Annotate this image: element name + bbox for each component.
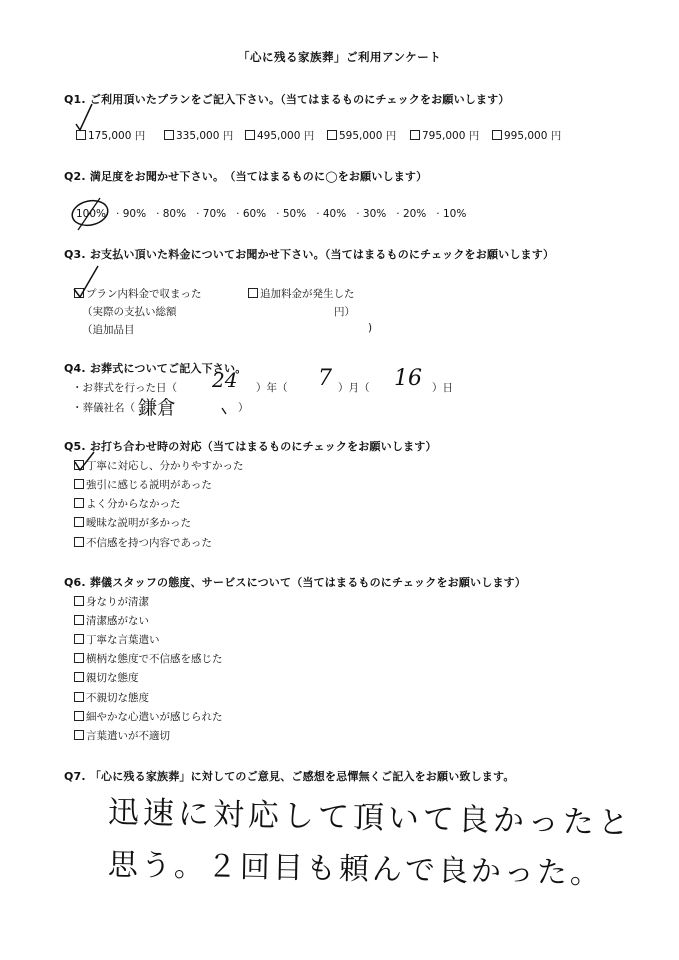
q1-plan-175000[interactable]: 175,000 円 — [76, 128, 145, 143]
q6-question: Q6. 葬儀スタッフの態度、サービスについて（当てはまるものにチェックをお願いします） — [64, 576, 527, 589]
q4-day-value[interactable]: 16 — [394, 366, 422, 391]
q1-plan-335000[interactable]: 335,000 円 — [164, 128, 233, 143]
q6-option-2[interactable]: 清潔感がない — [74, 613, 149, 628]
q5-option-5[interactable]: 不信感を持つ内容であった — [74, 535, 212, 550]
scale-90: 90% — [122, 208, 147, 220]
q5-option-2[interactable]: 強引に感じる説明があった — [74, 477, 212, 492]
q3-question: Q3. お支払い頂いた料金についてお聞かせ下さい。（当てはまるものにチェックをお願いします） — [64, 248, 555, 261]
scale-10: 10% — [442, 208, 467, 220]
q3-total-label: （実際の支払い総額 — [82, 306, 177, 318]
q4-question: Q4. お葬式についてご記入下さい。 — [64, 362, 247, 375]
q4-year-unit: ）年（ — [256, 382, 288, 394]
q1-question: Q1. ご利用頂いたプランをご記入下さい。（当てはまるものにチェックをお願いします） — [64, 93, 510, 106]
q4-year-value[interactable]: 24 — [212, 368, 238, 392]
q4-company-close: ） — [238, 402, 249, 414]
q5-option-4[interactable]: 曖昧な説明が多かった — [74, 515, 191, 530]
q3-items-close: ) — [368, 322, 373, 334]
q2-question: Q2. 満足度をお聞かせ下さい。 （当てはまるものに◯をお願いします） — [64, 170, 428, 183]
scale-20: 20% — [402, 208, 427, 220]
scale-60: 60% — [242, 208, 267, 220]
q1-plan-495000[interactable]: 495,000 円 — [245, 128, 314, 143]
q5-question: Q5. お打ち合わせ時の対応（当てはまるものにチェックをお願いします） — [64, 440, 437, 453]
q6-option-6[interactable]: 不親切な態度 — [74, 690, 149, 705]
q4-month-value[interactable]: 7 — [318, 366, 332, 391]
q3-option-extra-fee[interactable]: 追加料金が発生した — [248, 286, 355, 301]
q1-check-mark — [76, 104, 92, 130]
q5-option-1[interactable]: 丁寧に対応し、分かりやすかった — [74, 458, 244, 473]
q4-company-comma — [222, 408, 226, 414]
q7-answer-line-2[interactable]: 思う。２回目も頼んで良かった。 — [107, 847, 604, 892]
scale-100: 100% — [76, 208, 107, 220]
q3-option-within-plan[interactable]: プラン内料金で収まった — [74, 286, 202, 301]
scale-80: 80% — [162, 208, 187, 220]
q7-answer-line-1[interactable]: 迅速に対応して頂いて良かったと — [107, 794, 634, 842]
q6-option-3[interactable]: 丁寧な言葉遣い — [74, 632, 160, 647]
scale-70: 70% — [202, 208, 227, 220]
q7-question: Q7. 「心に残る家族葬」に対してのご意見、ご感想を忌憚無くご記入をお願い致します。 — [64, 770, 515, 783]
q1-plan-795000[interactable]: 795,000 円 — [410, 128, 479, 143]
q3-items-label: （追加品目 — [82, 324, 135, 336]
q6-option-8[interactable]: 言葉遣いが不適切 — [74, 728, 170, 743]
q1-plan-595000[interactable]: 595,000 円 — [327, 128, 396, 143]
q4-date-label: ・お葬式を行った日（ — [72, 382, 177, 394]
q1-plan-995000[interactable]: 995,000 円 — [492, 128, 561, 143]
q6-option-1[interactable]: 身なりが清潔 — [74, 594, 149, 609]
q4-month-unit: ）月（ — [338, 382, 370, 394]
q4-company-value[interactable]: 鎌倉 — [138, 397, 177, 419]
q2-scale[interactable]: 100% · 90% · 80% · 70% · 60% · 50% · 40% · 30% · 20% · 10% — [76, 208, 467, 220]
page-title: 「心に残る家族葬」ご利用アンケート — [238, 50, 442, 64]
q6-option-5[interactable]: 親切な態度 — [74, 670, 139, 685]
q6-option-4[interactable]: 横柄な態度で不信感を感じた — [74, 651, 223, 666]
q5-check-mark — [75, 452, 94, 470]
scale-50: 50% — [282, 208, 307, 220]
q3-yen: 円） — [334, 306, 355, 318]
q3-check-mark — [74, 266, 98, 297]
q4-day-unit: ）日 — [432, 382, 453, 394]
q5-option-3[interactable]: よく分からなかった — [74, 496, 181, 511]
q6-option-7[interactable]: 細やかな心遣いが感じられた — [74, 709, 223, 724]
q4-company-label: ・葬儀社名（ — [72, 402, 135, 414]
scale-40: 40% — [322, 208, 347, 220]
scale-30: 30% — [362, 208, 387, 220]
